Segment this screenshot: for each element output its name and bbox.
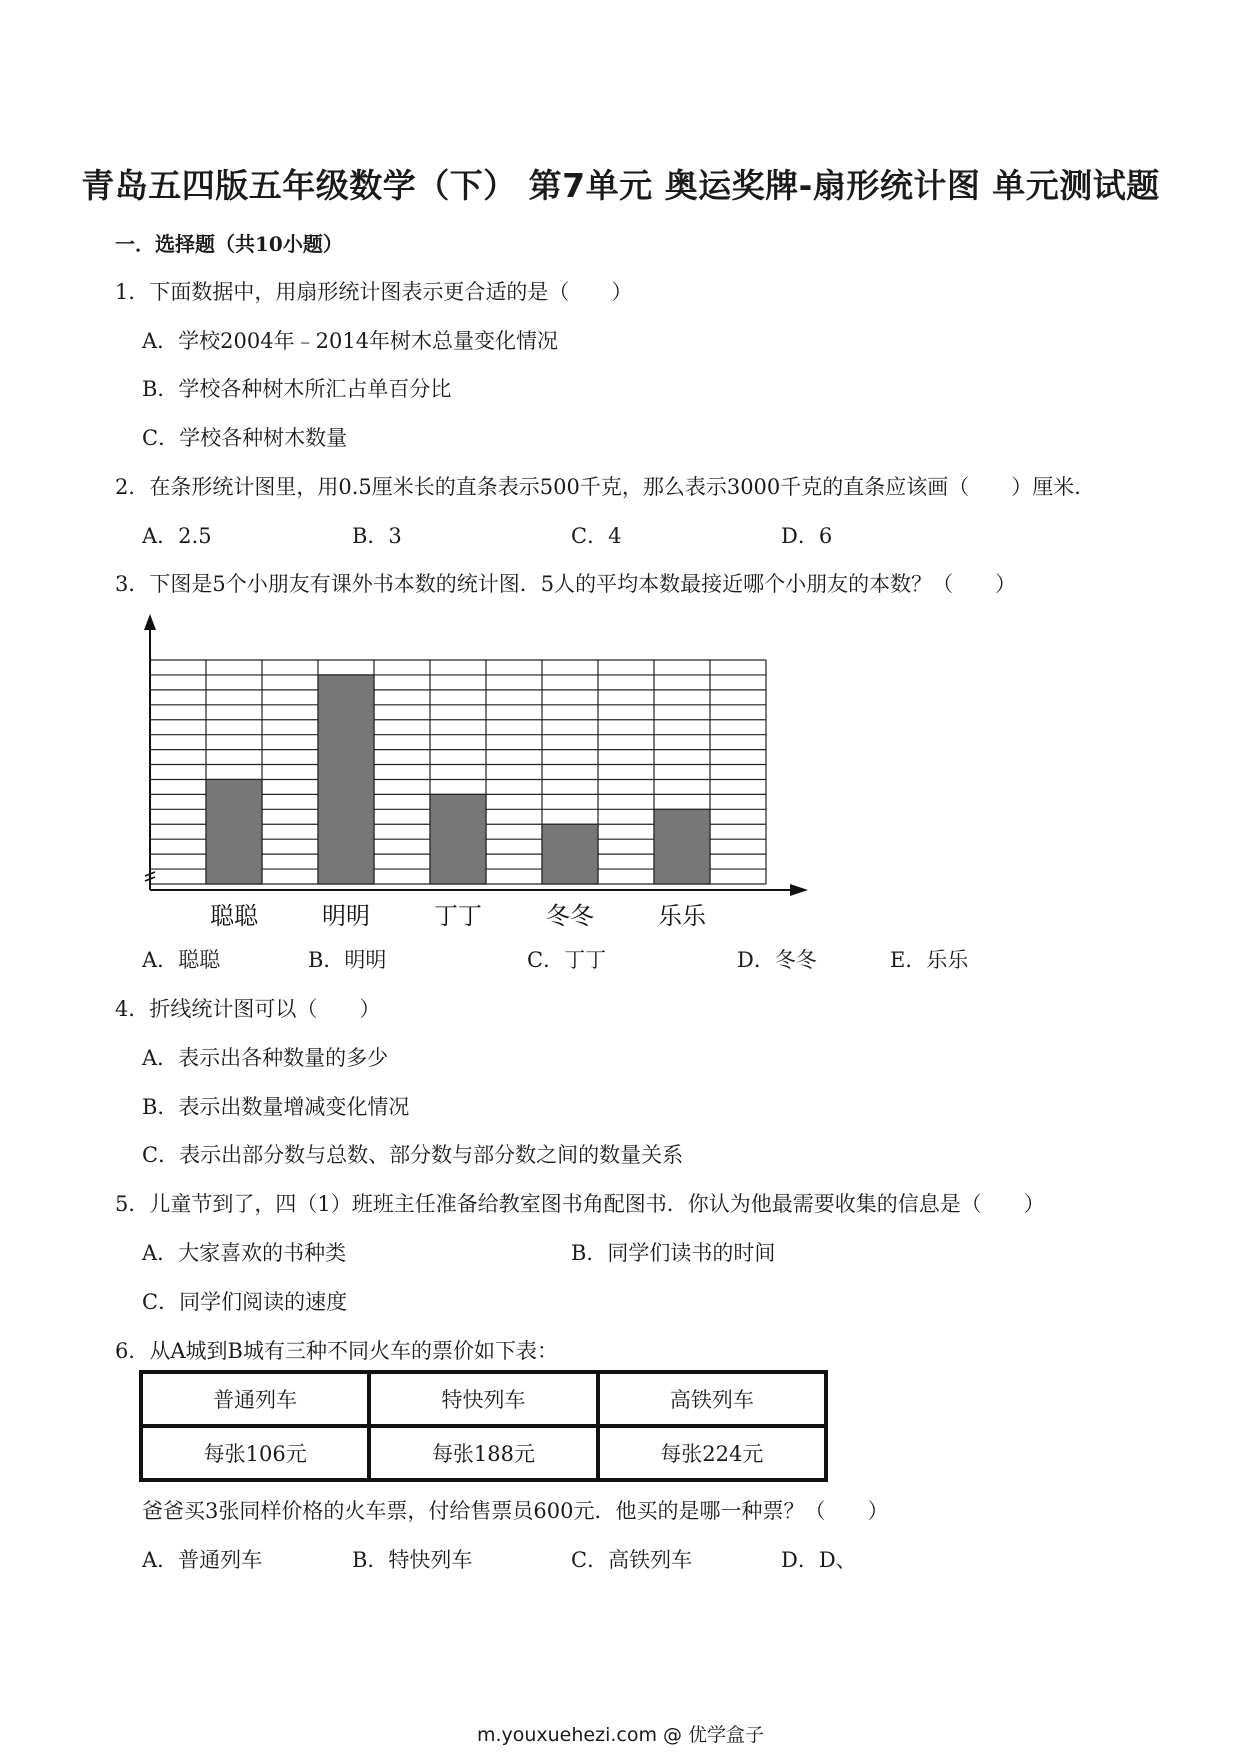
table-row	[141, 1426, 826, 1480]
x-axis-arrow	[790, 884, 808, 896]
question-4-stem: 4．折线统计图可以（ ）	[115, 997, 381, 1021]
question-5-option-c: C．同学们阅读的速度	[142, 1290, 348, 1314]
question-2-option-d: D．6	[781, 524, 833, 548]
table-header-cell: 普通列车	[141, 1372, 369, 1426]
question-6-option-c: C．高铁列车	[571, 1548, 693, 1572]
y-axis-arrow	[144, 614, 156, 630]
section-heading: 一．选择题（共10小题）	[115, 232, 343, 256]
category-label: 冬冬	[546, 902, 594, 930]
question-4-option-c: C．表示出部分数与总数、部分数与部分数之间的数量关系	[142, 1143, 684, 1167]
category-label: 丁丁	[434, 902, 482, 930]
question-5-option-b: B．同学们读书的时间	[571, 1241, 776, 1265]
question-1-option-b: B．学校各种树木所汇占单百分比	[142, 377, 452, 401]
bar-丁丁	[430, 794, 486, 884]
question-3-option-d: D．冬冬	[737, 948, 817, 972]
table-header-cell: 高铁列车	[598, 1372, 826, 1426]
question-3-option-b: B．明明	[308, 948, 387, 972]
table-cell: 每张106元	[141, 1426, 369, 1480]
bar-乐乐	[654, 809, 710, 884]
question-6-option-a: A．普通列车	[142, 1548, 263, 1572]
question-1-option-a: A．学校2004年﹣2014年树木总量变化情况	[142, 329, 559, 353]
question-6-followup: 爸爸买3张同样价格的火车票，付给售票员600元．他买的是哪一种票？（ ）	[142, 1499, 889, 1523]
question-6-option-d: D．D、	[781, 1548, 857, 1572]
question-1-stem: 1．下面数据中，用扇形统计图表示更合适的是（ ）	[115, 280, 633, 304]
bar-冬冬	[542, 824, 598, 884]
question-3-option-a: A．聪聪	[142, 948, 221, 972]
question-2-option-a: A．2.5	[142, 524, 212, 548]
category-label: 乐乐	[658, 902, 706, 930]
ticket-price-table	[139, 1370, 828, 1482]
bar-聪聪	[206, 779, 262, 884]
bar-chart	[130, 612, 830, 932]
question-2-option-c: C．4	[571, 524, 622, 548]
question-3-option-c: C．丁丁	[527, 948, 607, 972]
category-label: 聪聪	[210, 902, 258, 930]
chart-category-labels	[210, 902, 707, 930]
table-header-cell: 特快列车	[369, 1372, 597, 1426]
question-6-option-b: B．特快列车	[352, 1548, 473, 1572]
question-3-stem: 3．下图是5个小朋友有课外书本数的统计图．5人的平均本数最接近哪个小朋友的本数？（ ）	[115, 572, 1017, 596]
table-cell: 每张224元	[598, 1426, 826, 1480]
page-title: 青岛五四版五年级数学（下） 第7单元 奥运奖牌-扇形统计图 单元测试题	[81, 166, 1160, 205]
question-5-option-a: A．大家喜欢的书种类	[142, 1241, 347, 1265]
category-label: 明明	[322, 902, 370, 930]
question-6-stem: 6．从A城到B城有三种不同火车的票价如下表：	[115, 1339, 558, 1363]
question-1-option-c: C．学校各种树木数量	[142, 426, 348, 450]
bar-明明	[318, 675, 374, 884]
question-2-option-b: B．3	[352, 524, 402, 548]
table-cell: 每张188元	[369, 1426, 597, 1480]
question-4-option-b: B．表示出数量增减变化情况	[142, 1095, 410, 1119]
question-5-stem: 5．儿童节到了，四（1）班班主任准备给教室图书角配图书．你认为他最需要收集的信息是（ ）	[115, 1192, 1045, 1216]
table-row	[141, 1372, 826, 1426]
footer-watermark: m.youxuehezi.com @ 优学盒子	[476, 1724, 765, 1746]
question-3-option-e: E．乐乐	[890, 948, 969, 972]
question-2-stem: 2．在条形统计图里，用0.5厘米长的直条表示500千克，那么表示3000千克的直条应该画（ ）厘米．	[115, 475, 1096, 499]
question-4-option-a: A．表示出各种数量的多少	[142, 1046, 389, 1070]
